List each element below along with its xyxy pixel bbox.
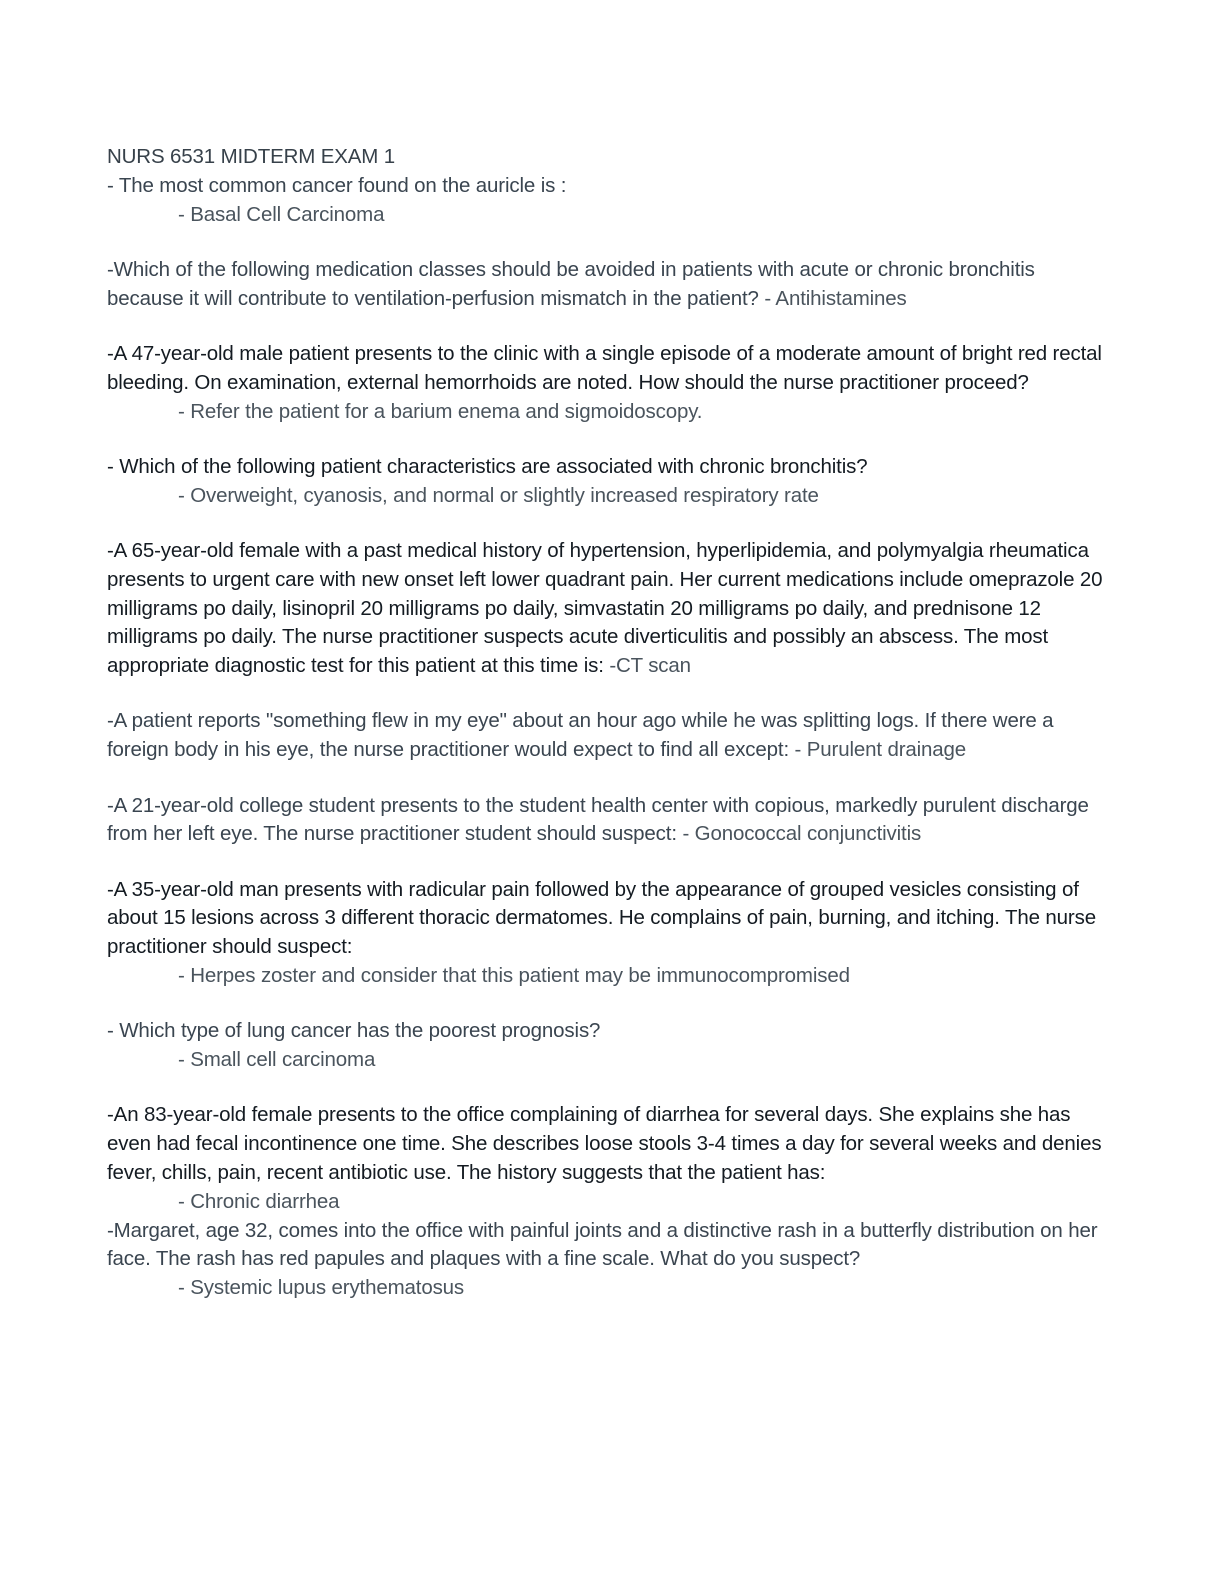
answer-text: - Systemic lupus erythematosus (178, 1276, 465, 1300)
question-with-inline-answer (107, 707, 1107, 765)
question-block-1 (107, 172, 1107, 230)
question-block-5 (107, 537, 1107, 681)
question-block-7 (107, 792, 1107, 850)
question-block-4 (107, 453, 1107, 511)
answer-text: - Refer the patient for a barium enema and sigmoidoscopy. (178, 399, 703, 423)
answer-text: - Overweight, cyanosis, and normal or slightly increased respiratory rate (178, 483, 819, 507)
question-block-6 (107, 707, 1107, 765)
question-block-8 (107, 876, 1107, 991)
answer-text: - Chronic diarrhea (178, 1189, 340, 1213)
question-block-9 (107, 1017, 1107, 1075)
question-text: -A 35-year-old man presents with radicular pain followed by the appearance of grouped vesicles consisting of about 15 lesions across 3 different thoracic dermatomes. He complains of pain, burning, and itching. The nurse practitioner should suspect: (107, 877, 1096, 959)
question-text: - The most common cancer found on the auricle is : (107, 173, 567, 197)
question-with-inline-answer (107, 256, 1107, 314)
question-block-2 (107, 256, 1107, 314)
exam-page (107, 143, 1107, 1303)
question-text: -A patient reports "something flew in my eye" about an hour ago while he was splitting logs. If there were a foreign body in his eye, the nurse practitioner would expect to find all except: (107, 709, 1054, 762)
question-block-10 (107, 1101, 1107, 1216)
answer-text: -CT scan (609, 654, 691, 678)
question-text: -A 47-year-old male patient presents to the clinic with a single episode of a moderate amount of bright red rectal bleeding. On examination, external hemorrhoids are noted. How should the nurse practitioner proceed? (107, 341, 1102, 394)
question-text: -An 83-year-old female presents to the office complaining of diarrhea for several days. She explains she has even had fecal incontinence one time. She describes loose stools 3-4 times a day for several weeks and denies fever, chills, pain, recent antibiotic use. The history suggests that the patient has: (107, 1103, 1102, 1185)
answer-text: - Basal Cell Carcinoma (178, 202, 385, 226)
question-text: - Which type of lung cancer has the poorest prognosis? (107, 1019, 601, 1043)
answer-text: - Small cell carcinoma (178, 1048, 376, 1072)
answer-text: - Gonococcal conjunctivitis (682, 822, 922, 846)
question-text: -Which of the following medication classes should be avoided in patients with acute or chronic bronchitis because it will contribute to ventilation-perfusion mismatch in the patient? (107, 257, 1035, 310)
question-text: - Which of the following patient characteristics are associated with chronic bronchitis? (107, 454, 868, 478)
question-with-inline-answer (107, 792, 1107, 850)
question-text: -A 65-year-old female with a past medical history of hypertension, hyperlipidemia, and polymyalgia rheumatica presents to urgent care with new onset left lower quadrant pain. Her current medications include omeprazole 20 milligrams po daily, lisinopril 20 milligrams po daily, simvastatin 20 milligrams po daily, and prednisone 12 milligrams po daily. The nurse practitioner suspects acute diverticulitis and possibly an abscess. The most appropriate diagnostic test for this patient at this time is: (107, 538, 1103, 678)
question-text: -Margaret, age 32, comes into the office with painful joints and a distinctive rash in a butterfly distribution on her face. The rash has red papules and plaques with a fine scale. What do you suspect? (107, 1218, 1098, 1271)
question-block-3 (107, 340, 1107, 426)
answer-text: - Herpes zoster and consider that this patient may be immunocompromised (178, 964, 850, 988)
question-text: -A 21-year-old college student presents to the student health center with copious, markedly purulent discharge from her left eye. The nurse practitioner student should suspect: (107, 793, 1089, 846)
answer-text: - Antihistamines (764, 286, 907, 310)
answer-text: - Purulent drainage (794, 738, 967, 762)
question-block-11 (107, 1217, 1107, 1303)
page-title: NURS 6531 MIDTERM EXAM 1 (107, 145, 396, 168)
question-with-inline-answer (107, 537, 1107, 681)
